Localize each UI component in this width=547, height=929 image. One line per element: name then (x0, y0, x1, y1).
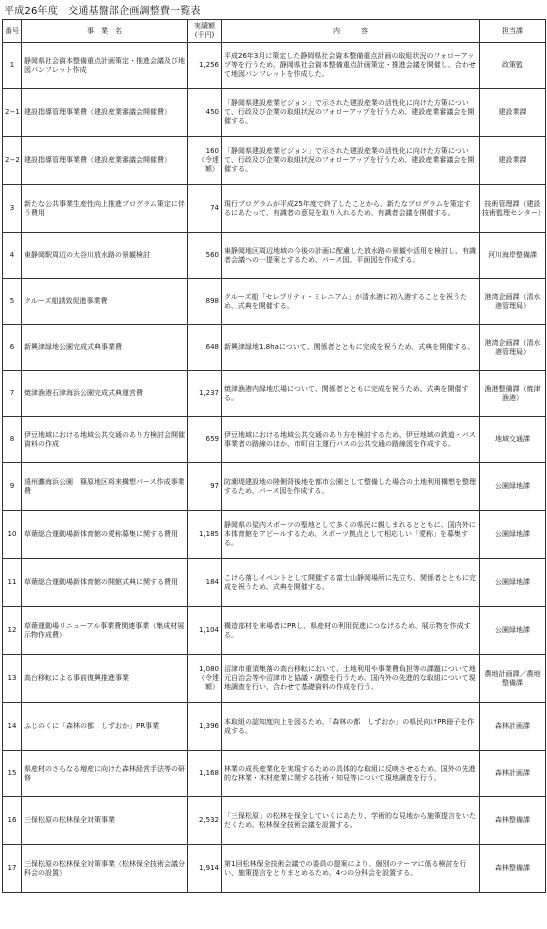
cell-dept: 地域交通課 (480, 417, 546, 463)
table-row (3, 417, 546, 463)
cell-no: 5 (3, 279, 22, 325)
cell-amount (188, 463, 222, 511)
cell-no: 8 (3, 417, 22, 463)
header-dept: 担当課 (480, 20, 546, 43)
cell-name: 伊豆地域における地域公共交通のあり方検討会開催資料の作成 (22, 417, 188, 463)
cell-no: 2−2 (3, 137, 22, 185)
cell-no: 7 (3, 371, 22, 417)
cell-dept: 港湾企画課（清水港管理局） (480, 279, 546, 325)
header-amount-label: 実績額 (194, 22, 215, 30)
cell-no: 14 (3, 703, 22, 751)
cell-dept: 建設業課 (480, 89, 546, 137)
table-header-row (3, 20, 546, 43)
amount-value: 1,168 (198, 769, 219, 777)
cell-dept: 森林計画課 (480, 703, 546, 751)
cell-dept: 農地計画課／農地整備課 (480, 655, 546, 703)
table-row (3, 655, 546, 703)
cell-no: 15 (3, 751, 22, 797)
cell-amount (188, 797, 222, 845)
cell-content: 伊豆地域における地域公共交通のあり方を検討するため、伊豆地域の鉄道・バス事業者の路線のほか、市町自主運行バスの公共交通の路線図を作成する。 (222, 417, 480, 463)
table-row (3, 279, 546, 325)
amount-value: 160 (205, 147, 219, 155)
cell-name: 新興津緑地公園完成式典事業費 (22, 325, 188, 371)
cell-content: 焼津漁港内緑地広場について、関係者とともに完成を祝うため、式典を開催する。 (222, 371, 480, 417)
amount-value: 1,914 (198, 864, 219, 872)
cell-no: 17 (3, 845, 22, 893)
cell-content: 「静岡県建設産業ビジョン」で示された建設産業の活性化に向けた方策について、行政及び企業の取組状況のフォローアップを行うため、建設産業審議会を開催する。 (222, 89, 480, 137)
cell-name: 高台移転による事前復興推進事業 (22, 655, 188, 703)
amount-value: 659 (205, 435, 219, 443)
header-name: 事 業 名 (22, 20, 188, 43)
table-row (3, 797, 546, 845)
cell-no: 10 (3, 511, 22, 559)
cell-no: 12 (3, 607, 22, 655)
cell-content: 東静岡地区周辺地域の今後の計画に配慮した放水路の景観や活用を検討し、有識者会議への一提案とするため、パース図、平面図を作成する。 (222, 233, 480, 279)
cell-amount (188, 607, 222, 655)
amount-value: 97 (210, 482, 219, 490)
cell-content: こけら落しイベントとして開催する富士山静岡場所に先立ち、関係者とともに完成を祝うため、式典を開催する。 (222, 559, 480, 607)
table-row (3, 463, 546, 511)
cell-content: 本取組の認知度向上を図るため、「森林の都 しずおか」の県民向けPR冊子を作成する。 (222, 703, 480, 751)
cell-content: 「三保松原」の松林を保全していくにあたり、学術的な見地から施策提言をいただくため、松林保全技術会議を設置する。 (222, 797, 480, 845)
cell-dept: 森林整備課 (480, 797, 546, 845)
cell-dept: 政策監 (480, 43, 546, 89)
table-row (3, 89, 546, 137)
header-amount (188, 20, 222, 43)
header-content: 内 容 (222, 20, 480, 43)
cell-amount (188, 511, 222, 559)
cell-name: 三保松原の松林保全対策事業（松林保全技術会議分科会の設置） (22, 845, 188, 893)
cell-content: 「静岡県建設産業ビジョン」で示された建設産業の活性化に向けた方策について、行政及び企業の取組状況のフォローアップを行うため、建設産業審議会を開催する。 (222, 137, 480, 185)
cell-no: 9 (3, 463, 22, 511)
cell-content: 平成26年3月に策定した静岡県社会資本整備重点計画の取組状況のフォローアップ等を行うため、静岡県社会資本整備重点計画策定・推進会議を開催し、合わせて地図パンフレットを作成した。 (222, 43, 480, 89)
cell-content: 防潮堤建設地の陸側背後地を都市公園として整備した場合の土地利用構想を整理するため、パース図を作成する。 (222, 463, 480, 511)
cell-dept: 河川海岸整備課 (480, 233, 546, 279)
cell-amount (188, 279, 222, 325)
cell-no: 1 (3, 43, 22, 89)
cell-name: ふじのくに「森林の都 しずおか」PR事業 (22, 703, 188, 751)
cell-content: 現行プログラムが平成25年度で終了したことから、新たなプログラムを策定するにあたって、有識者の意見を取り入れるため、有識者会議を開催する。 (222, 185, 480, 233)
header-no: 番号 (3, 20, 22, 43)
amount-value: 898 (205, 297, 219, 305)
cell-dept: 港湾企画課（清水港管理局） (480, 325, 546, 371)
table-row (3, 233, 546, 279)
cell-amount (188, 417, 222, 463)
cell-name: 草薙運動場リニューアル事業費関連事業（集成材展示物作成費） (22, 607, 188, 655)
cell-content: 構造部材を来場者にPRし、県産材の利用促進につなげるため、展示物を作成する。 (222, 607, 480, 655)
cell-no: 2−1 (3, 89, 22, 137)
table-row (3, 325, 546, 371)
cell-dept: 公園緑地課 (480, 463, 546, 511)
amount-value: 2,532 (198, 816, 219, 824)
amount-value: 450 (205, 108, 219, 116)
table-row (3, 607, 546, 655)
table-row (3, 137, 546, 185)
amount-value: 648 (205, 343, 219, 351)
amount-note: （令達額） (198, 674, 219, 691)
project-table (2, 19, 546, 893)
amount-value: 1,256 (198, 61, 219, 69)
cell-amount (188, 751, 222, 797)
cell-amount (188, 233, 222, 279)
cell-dept: 技術管理課（建設技術監理センター） (480, 185, 546, 233)
cell-amount (188, 325, 222, 371)
amount-value: 1,104 (198, 626, 219, 634)
cell-dept: 建設業課 (480, 137, 546, 185)
cell-no: 6 (3, 325, 22, 371)
cell-amount (188, 655, 222, 703)
cell-amount (188, 559, 222, 607)
cell-content: 第1回松林保全技術会議での委員の提案により、個別のテーマに係る検討を行い、施策提言をとりまとめるため、4つの分科会を設置する。 (222, 845, 480, 893)
cell-name: 東静岡駅周辺の大谷川放水路の景観検討 (22, 233, 188, 279)
amount-value: 1,185 (198, 530, 219, 538)
cell-no: 11 (3, 559, 22, 607)
amount-value: 1,080 (198, 665, 219, 673)
cell-dept: 森林整備課 (480, 845, 546, 893)
table-row (3, 703, 546, 751)
cell-no: 3 (3, 185, 22, 233)
cell-name: 草薙総合運動場新体育館の愛称募集に関する費用 (22, 511, 188, 559)
cell-no: 13 (3, 655, 22, 703)
cell-content: 新興津緑地1.8haについて、関係者とともに完成を祝うため、式典を開催する。 (222, 325, 480, 371)
cell-amount (188, 703, 222, 751)
table-row (3, 559, 546, 607)
amount-value: 74 (210, 204, 219, 212)
amount-value: 1,237 (198, 389, 219, 397)
cell-amount (188, 137, 222, 185)
table-row (3, 845, 546, 893)
cell-dept: 漁港整備課（焼津漁港） (480, 371, 546, 417)
cell-dept: 公園緑地課 (480, 511, 546, 559)
cell-amount (188, 371, 222, 417)
cell-name: 焼津漁港石津海浜公園完成式典運営費 (22, 371, 188, 417)
cell-amount (188, 845, 222, 893)
cell-content: クルーズ船「セレブリティ・ミレニアム」が清水港に初入港することを祝うため、式典を開催する。 (222, 279, 480, 325)
cell-name: 県産材のさらなる増産に向けた森林経営手法等の研修 (22, 751, 188, 797)
amount-value: 184 (205, 578, 219, 586)
cell-amount (188, 185, 222, 233)
cell-name: 建設指導管理事業費（建設産業審議会開催費） (22, 137, 188, 185)
cell-no: 16 (3, 797, 22, 845)
cell-dept: 公園緑地課 (480, 607, 546, 655)
cell-amount (188, 89, 222, 137)
table-row (3, 751, 546, 797)
cell-amount (188, 43, 222, 89)
cell-name: 三保松原の松林保全対策事業 (22, 797, 188, 845)
cell-name: 建設指導管理事業費（建設産業審議会開催費） (22, 89, 188, 137)
header-amount-unit: (千円) (194, 31, 215, 39)
table-row (3, 511, 546, 559)
page-title: 平成26年度 交通基盤部企画調整費一覧表 (4, 6, 201, 17)
cell-name: 静岡県社会資本整備重点計画策定・推進会議及び地図パンフレット作成 (22, 43, 188, 89)
cell-name: クルーズ船誘致促進事業費 (22, 279, 188, 325)
cell-name: 遠州灘海浜公園 篠原地区将来構想パース作成事業費 (22, 463, 188, 511)
table-row (3, 185, 546, 233)
amount-note: （令達額） (198, 156, 219, 173)
table-row (3, 43, 546, 89)
cell-dept: 森林計画課 (480, 751, 546, 797)
cell-no: 4 (3, 233, 22, 279)
cell-name: 新たな公共事業生産性向上推進プログラム策定に伴う費用 (22, 185, 188, 233)
cell-content: 静岡県の屋内スポーツの聖地として多くの県民に親しまれるとともに、国内外に本体育館をアピールするため、スポーツ拠点として相応しい「愛称」を募集する。 (222, 511, 480, 559)
amount-value: 560 (205, 251, 219, 259)
table-row (3, 371, 546, 417)
cell-content: 林業の成長産業化を実現するための具体的な取組に反映させるため、国外の先進的な林業・木材産業に関する技術・知見等について現地調査を行う。 (222, 751, 480, 797)
cell-content: 沼津市重須集落の高台移転において、土地利用や事業費負担等の課題について地元自治会等や沼津市と協議・調整を行うため、国内外の先進的な取組について現地調査を行い、合わせて基礎資料の作成を行う。 (222, 655, 480, 703)
cell-name: 草薙総合運動場新体育館の開館式典に関する費用 (22, 559, 188, 607)
cell-dept: 公園緑地課 (480, 559, 546, 607)
amount-value: 1,396 (198, 722, 219, 730)
